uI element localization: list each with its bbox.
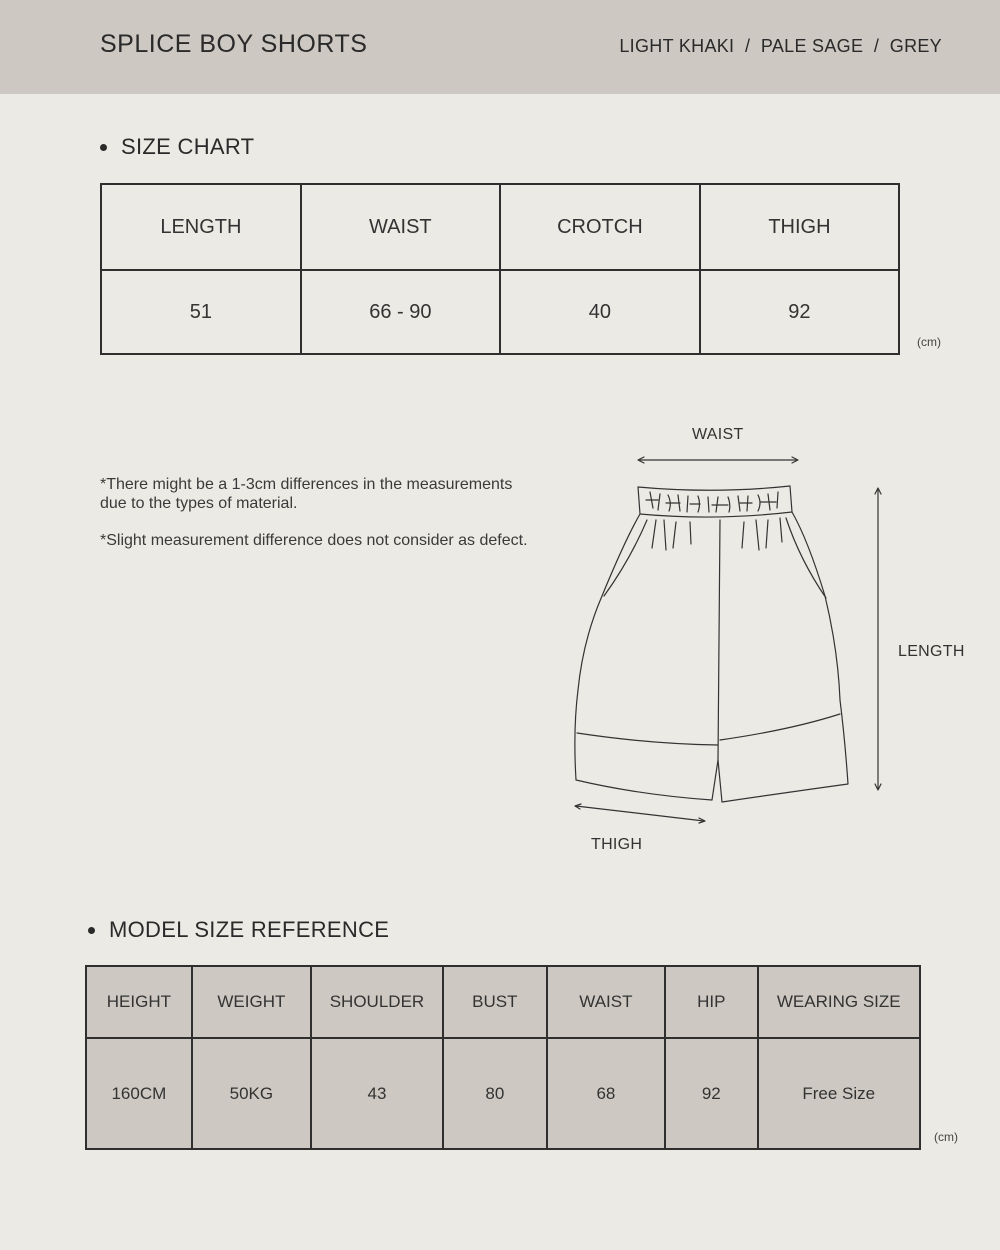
header-cell-shoulder: SHOULDER xyxy=(311,966,443,1038)
waistband-ruching xyxy=(646,500,776,505)
size-chart-unit: (cm) xyxy=(917,335,941,349)
header-cell-wearing-size: WEARING SIZE xyxy=(758,966,920,1038)
header-cell-length: LENGTH xyxy=(101,184,301,270)
header-cell-waist: WAIST xyxy=(547,966,665,1038)
value-cell-waist: 68 xyxy=(547,1038,665,1149)
value-cell-shoulder: 43 xyxy=(311,1038,443,1149)
fabric-gathers xyxy=(652,518,782,550)
model-reference-heading xyxy=(88,917,389,943)
value-cell-wearing-size: Free Size xyxy=(758,1038,920,1149)
table-header-row xyxy=(86,966,920,1038)
thigh-label: THIGH xyxy=(591,836,643,853)
value-cell-hip: 92 xyxy=(665,1038,757,1149)
waistband-gathers xyxy=(650,492,778,512)
product-title: SPLICE BOY SHORTS xyxy=(100,30,368,58)
value-cell-thigh: 92 xyxy=(700,270,899,354)
right-pocket xyxy=(786,518,826,598)
model-reference-unit: (cm) xyxy=(934,1130,958,1144)
header-cell-thigh: THIGH xyxy=(700,184,899,270)
color-options: LIGHT KHAKI / PALE SAGE / GREY xyxy=(619,36,942,56)
defect-note: *Slight measurement difference does not consider as defect. xyxy=(100,532,528,549)
left-pocket xyxy=(604,520,647,596)
model-reference-table xyxy=(85,965,921,1150)
value-cell-waist: 66 - 90 xyxy=(301,270,500,354)
right-leg-outline xyxy=(718,512,848,802)
model-reference-heading-text: MODEL SIZE REFERENCE xyxy=(109,917,390,942)
value-cell-height: 160CM xyxy=(86,1038,192,1149)
left-hem-seam xyxy=(577,733,718,745)
length-label: LENGTH xyxy=(898,643,965,660)
header-cell-height: HEIGHT xyxy=(86,966,192,1038)
value-cell-weight: 50KG xyxy=(192,1038,311,1149)
header-cell-bust: BUST xyxy=(443,966,547,1038)
bullet-icon xyxy=(88,927,95,934)
header-cell-hip: HIP xyxy=(665,966,757,1038)
value-cell-bust: 80 xyxy=(443,1038,547,1149)
thigh-arrow xyxy=(576,806,704,821)
value-cell-length: 51 xyxy=(101,270,301,354)
header-cell-waist: WAIST xyxy=(301,184,500,270)
waist-label: WAIST xyxy=(692,426,744,443)
header-cell-crotch: CROTCH xyxy=(500,184,700,270)
measurement-note: *There might be a 1-3cm differences in the measurements due to the types of material. xyxy=(100,476,513,512)
left-leg-outline xyxy=(575,514,720,800)
header-cell-weight: WEIGHT xyxy=(192,966,311,1038)
table-row xyxy=(86,1038,920,1149)
value-cell-crotch: 40 xyxy=(500,270,700,354)
right-hem-seam xyxy=(720,714,840,740)
size-chart-heading-text: SIZE CHART xyxy=(121,134,255,159)
